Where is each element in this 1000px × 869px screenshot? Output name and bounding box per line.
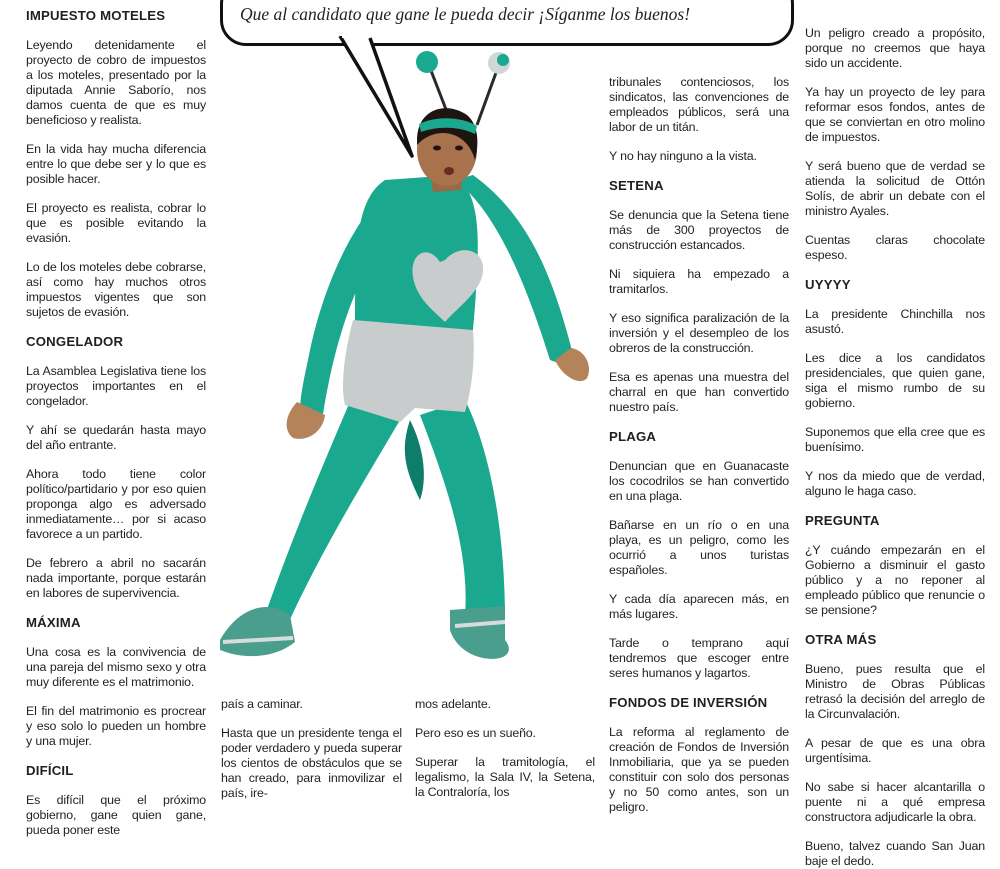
- section-heading-maxima: MÁXIMA: [26, 615, 81, 630]
- paragraph: De febrero a abril no sacarán nada importante, porque estarán en labores de supervivencia.: [26, 556, 206, 600]
- paragraph: país a caminar.: [221, 697, 303, 711]
- paragraph: Ya hay un proyecto de ley para reformar esos fondos, antes de que se conviertan en otro molino de impuestos.: [805, 85, 985, 144]
- paragraph: No sabe si hacer alcantarilla o puente ni a qué empresa constructora adjudicarle la obra.: [805, 780, 985, 824]
- column-4: [609, 75, 789, 814]
- paragraph: Y cada día aparecen más, en más lugares.: [609, 592, 789, 621]
- section-heading-uyyyy: UYYYY: [805, 277, 851, 292]
- paragraph: El proyecto es realista, cobrar lo que es posible evitando la evasión.: [26, 201, 206, 245]
- paragraph: Es difícil que el próximo gobierno, gane quien gane, pueda poner este: [26, 793, 206, 837]
- section-heading-fondos-de-inversion: FONDOS DE INVERSIÓN: [609, 695, 768, 710]
- paragraph: Y eso significa paralización de la inversión y el desempleo de los obreros de la construcción.: [609, 311, 789, 355]
- paragraph: Denuncian que en Guanacaste los cocodrilos se han convertido en una plaga.: [609, 459, 789, 503]
- paragraph: ¿Y cuándo empezarán en el Gobierno a disminuir el gasto público y a no reponer al empleado público que renuncie o se pensione?: [805, 543, 985, 617]
- section-heading-impuesto-moteles: IMPUESTO MOTELES: [26, 8, 166, 23]
- paragraph: Suponemos que ella cree que es buenísimo.: [805, 425, 985, 454]
- paragraph: La reforma al reglamento de creación de Fondos de Inversión Inmobiliaria, que ya se pueden constituir con solo dos personas y no 50 como antes, son un peligro.: [609, 725, 789, 814]
- section-heading-congelador: CONGELADOR: [26, 334, 124, 349]
- section-heading-otra-mas: OTRA MÁS: [805, 632, 877, 647]
- paragraph: Y no hay ninguno a la vista.: [609, 149, 757, 163]
- paragraph: Ni siquiera ha empezado a tramitarlos.: [609, 267, 789, 296]
- column-5: [805, 26, 985, 868]
- paragraph: Ahora todo tiene color político/partidario y por eso quien proponga algo es adversado inmediatamente… por si acaso favorece a un partido.: [26, 467, 206, 541]
- paragraph: El fin del matrimonio es procrear y eso solo lo pueden un hombre y una mujer.: [26, 704, 206, 748]
- paragraph: Les dice a los candidatos presidenciales, que quien gane, siga el mismo rumbo de su gobierno.: [805, 351, 985, 410]
- paragraph: Bañarse en un río o en una playa, es un peligro, como les ocurrió a unos turistas españoles.: [609, 518, 789, 577]
- paragraph: Hasta que un presidente tenga el poder verdadero y pueda superar los cientos de obstáculos que se han creado, para inmovilizar el país, ire-: [221, 726, 402, 800]
- column-3: [415, 697, 595, 805]
- paragraph: Un peligro creado a propósito, porque no creemos que haya sido un accidente.: [805, 26, 985, 70]
- paragraph: Leyendo detenidamente el proyecto de cobro de impuestos a los moteles, presentado por la diputada Annie Saborío, nos damos cuenta de que es muy beneficioso y realista.: [26, 38, 206, 127]
- paragraph: Esa es apenas una muestra del charral en que han convertido nuestro país.: [609, 370, 789, 414]
- paragraph: Y ahí se quedarán hasta mayo del año entrante.: [26, 423, 206, 452]
- paragraph: Y será bueno que de verdad se atienda la solicitud de Ottón Solís, de abrir un debate con el ministro Ayales.: [805, 159, 985, 218]
- paragraph: Y nos da miedo que de verdad, alguno le haga caso.: [805, 469, 985, 498]
- paragraph: La Asamblea Legislativa tiene los proyectos importantes en el congelador.: [26, 364, 206, 408]
- costumed-person-photo: [205, 30, 615, 702]
- paragraph: Bueno, pues resulta que el Ministro de Obras Públicas retrasó la decisión del arreglo de la Circunvalación.: [805, 662, 985, 721]
- paragraph: Bueno, talvez cuando San Juan baje el dedo.: [805, 839, 985, 868]
- paragraph: A pesar de que es una obra urgentísima.: [805, 736, 985, 765]
- section-heading-dificil: DIFÍCIL: [26, 763, 74, 778]
- section-heading-pregunta: PREGUNTA: [805, 513, 880, 528]
- paragraph: mos adelante.: [415, 697, 491, 711]
- bubble-quote: Que al candidato que gane le pueda decir ¡Síganme los buenos!: [240, 4, 691, 24]
- section-heading-setena: SETENA: [609, 178, 664, 193]
- paragraph: Pero eso es un sueño.: [415, 726, 536, 740]
- paragraph: Se denuncia que la Setena tiene más de 300 proyectos de construcción estancados.: [609, 208, 789, 252]
- paragraph: Superar la tramitología, el legalismo, la Sala IV, la Setena, la Contraloría, los: [415, 755, 595, 799]
- paragraph: En la vida hay mucha diferencia entre lo que debe ser y lo que es posible hacer.: [26, 142, 206, 186]
- paragraph: Una cosa es la convivencia de una pareja del mismo sexo y otra muy diferente es el matrimonio.: [26, 645, 206, 689]
- column-1: [26, 8, 206, 837]
- paragraph: Lo de los moteles debe cobrarse, así como hay muchos otros impuestos vigentes que son sujetos de evasión.: [26, 260, 206, 319]
- paragraph: Cuentas claras chocolate espeso.: [805, 233, 985, 262]
- section-heading-plaga: PLAGA: [609, 429, 657, 444]
- column-2: [221, 697, 402, 805]
- paragraph: Tarde o temprano aquí tendremos que escoger entre seres humanos y lagartos.: [609, 636, 789, 680]
- paragraph: tribunales contenciosos, los sindicatos, las convenciones de empleados públicos, será una labor de un titán.: [609, 75, 789, 134]
- paragraph: La presidente Chinchilla nos asustó.: [805, 307, 985, 336]
